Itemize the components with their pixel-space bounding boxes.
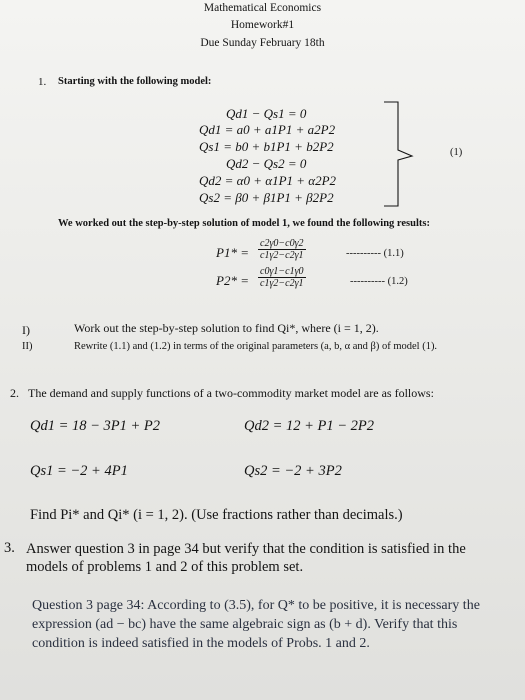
- p2-denominator: c1γ2−c2γ1: [260, 278, 304, 289]
- q1-results-intro: We worked out the step-by-step solution of model 1, we found the following results:: [58, 218, 430, 229]
- due-date: Due Sunday February 18th: [200, 37, 325, 49]
- q3-title: Answer question 3 in page 34 but verify that the condition is satisfied in the models of problems 1 and 2 of this problem set.: [26, 541, 466, 575]
- course-title: Mathematical Economics: [203, 2, 322, 14]
- q1-intro: Starting with the following model:: [58, 76, 212, 87]
- q3-number: 3.: [4, 540, 15, 556]
- q1-eq-4: Qd2 − Qs2 = 0: [226, 156, 307, 171]
- q3-body: Question 3 page 34: According to (3.5), for Q* to be positive, it is necessary the expression (ad − bc) have the same algebraic sign as (b + d). Verify that this condition is indeed satisfied in the models of Probs. 1 and 2.: [32, 598, 480, 651]
- p1-denominator: c1γ2−c2γ1: [260, 250, 304, 261]
- p1-lhs: P1* =: [216, 245, 249, 260]
- p2-label: ---------- (1.2): [350, 276, 408, 287]
- q2-eq-qd2: Qd2 = 12 + P1 − 2P2: [244, 418, 375, 434]
- q1-eq-3: Qs1 = b0 + b1P1 + b2P2: [199, 139, 334, 154]
- q1-eq-1: Qd1 − Qs1 = 0: [226, 106, 307, 121]
- q1-subitem-1-label: I): [22, 323, 30, 337]
- q2-eq-qs1: Qs1 = −2 + 4P1: [30, 463, 128, 479]
- p1-fraction: [258, 238, 306, 261]
- q1-subitem-2-label: II): [22, 341, 33, 352]
- q2-number: 2.: [10, 386, 19, 400]
- p2-numerator: c0γ1−c1γ0: [260, 266, 304, 277]
- q1-subitem-1-text: Work out the step-by-step solution to find Qi*, where (i = 1, 2).: [74, 321, 379, 335]
- q2-eq-qs2: Qs2 = −2 + 3P2: [244, 463, 342, 479]
- q1-number: 1.: [38, 76, 47, 88]
- q1-eq-2: Qd1 = a0 + a1P1 + a2P2: [199, 122, 336, 137]
- model-label: (1): [450, 147, 463, 158]
- q1-eq-6: Qs2 = β0 + β1P1 + β2P2: [199, 190, 334, 205]
- q2-eq-qd1: Qd1 = 18 − 3P1 + P2: [30, 418, 161, 434]
- q1-eq-5: Qd2 = α0 + α1P1 + α2P2: [199, 173, 337, 188]
- p2-lhs: P2* =: [216, 273, 249, 288]
- homework-title: Homework#1: [230, 19, 295, 31]
- model-brace: [382, 100, 422, 208]
- q1-subitem-2-text: Rewrite (1.1) and (1.2) in terms of the original parameters (a, b, α and β) of model (1).: [74, 341, 438, 352]
- p1-label: ---------- (1.1): [346, 248, 404, 259]
- p2-fraction: [258, 266, 306, 289]
- q2-find: Find Pi* and Qi* (i = 1, 2). (Use fractions rather than decimals.): [30, 507, 403, 523]
- p1-numerator: c2γ0−c0γ2: [260, 238, 304, 249]
- q2-intro: The demand and supply functions of a two-commodity market model are as follows:: [28, 386, 434, 400]
